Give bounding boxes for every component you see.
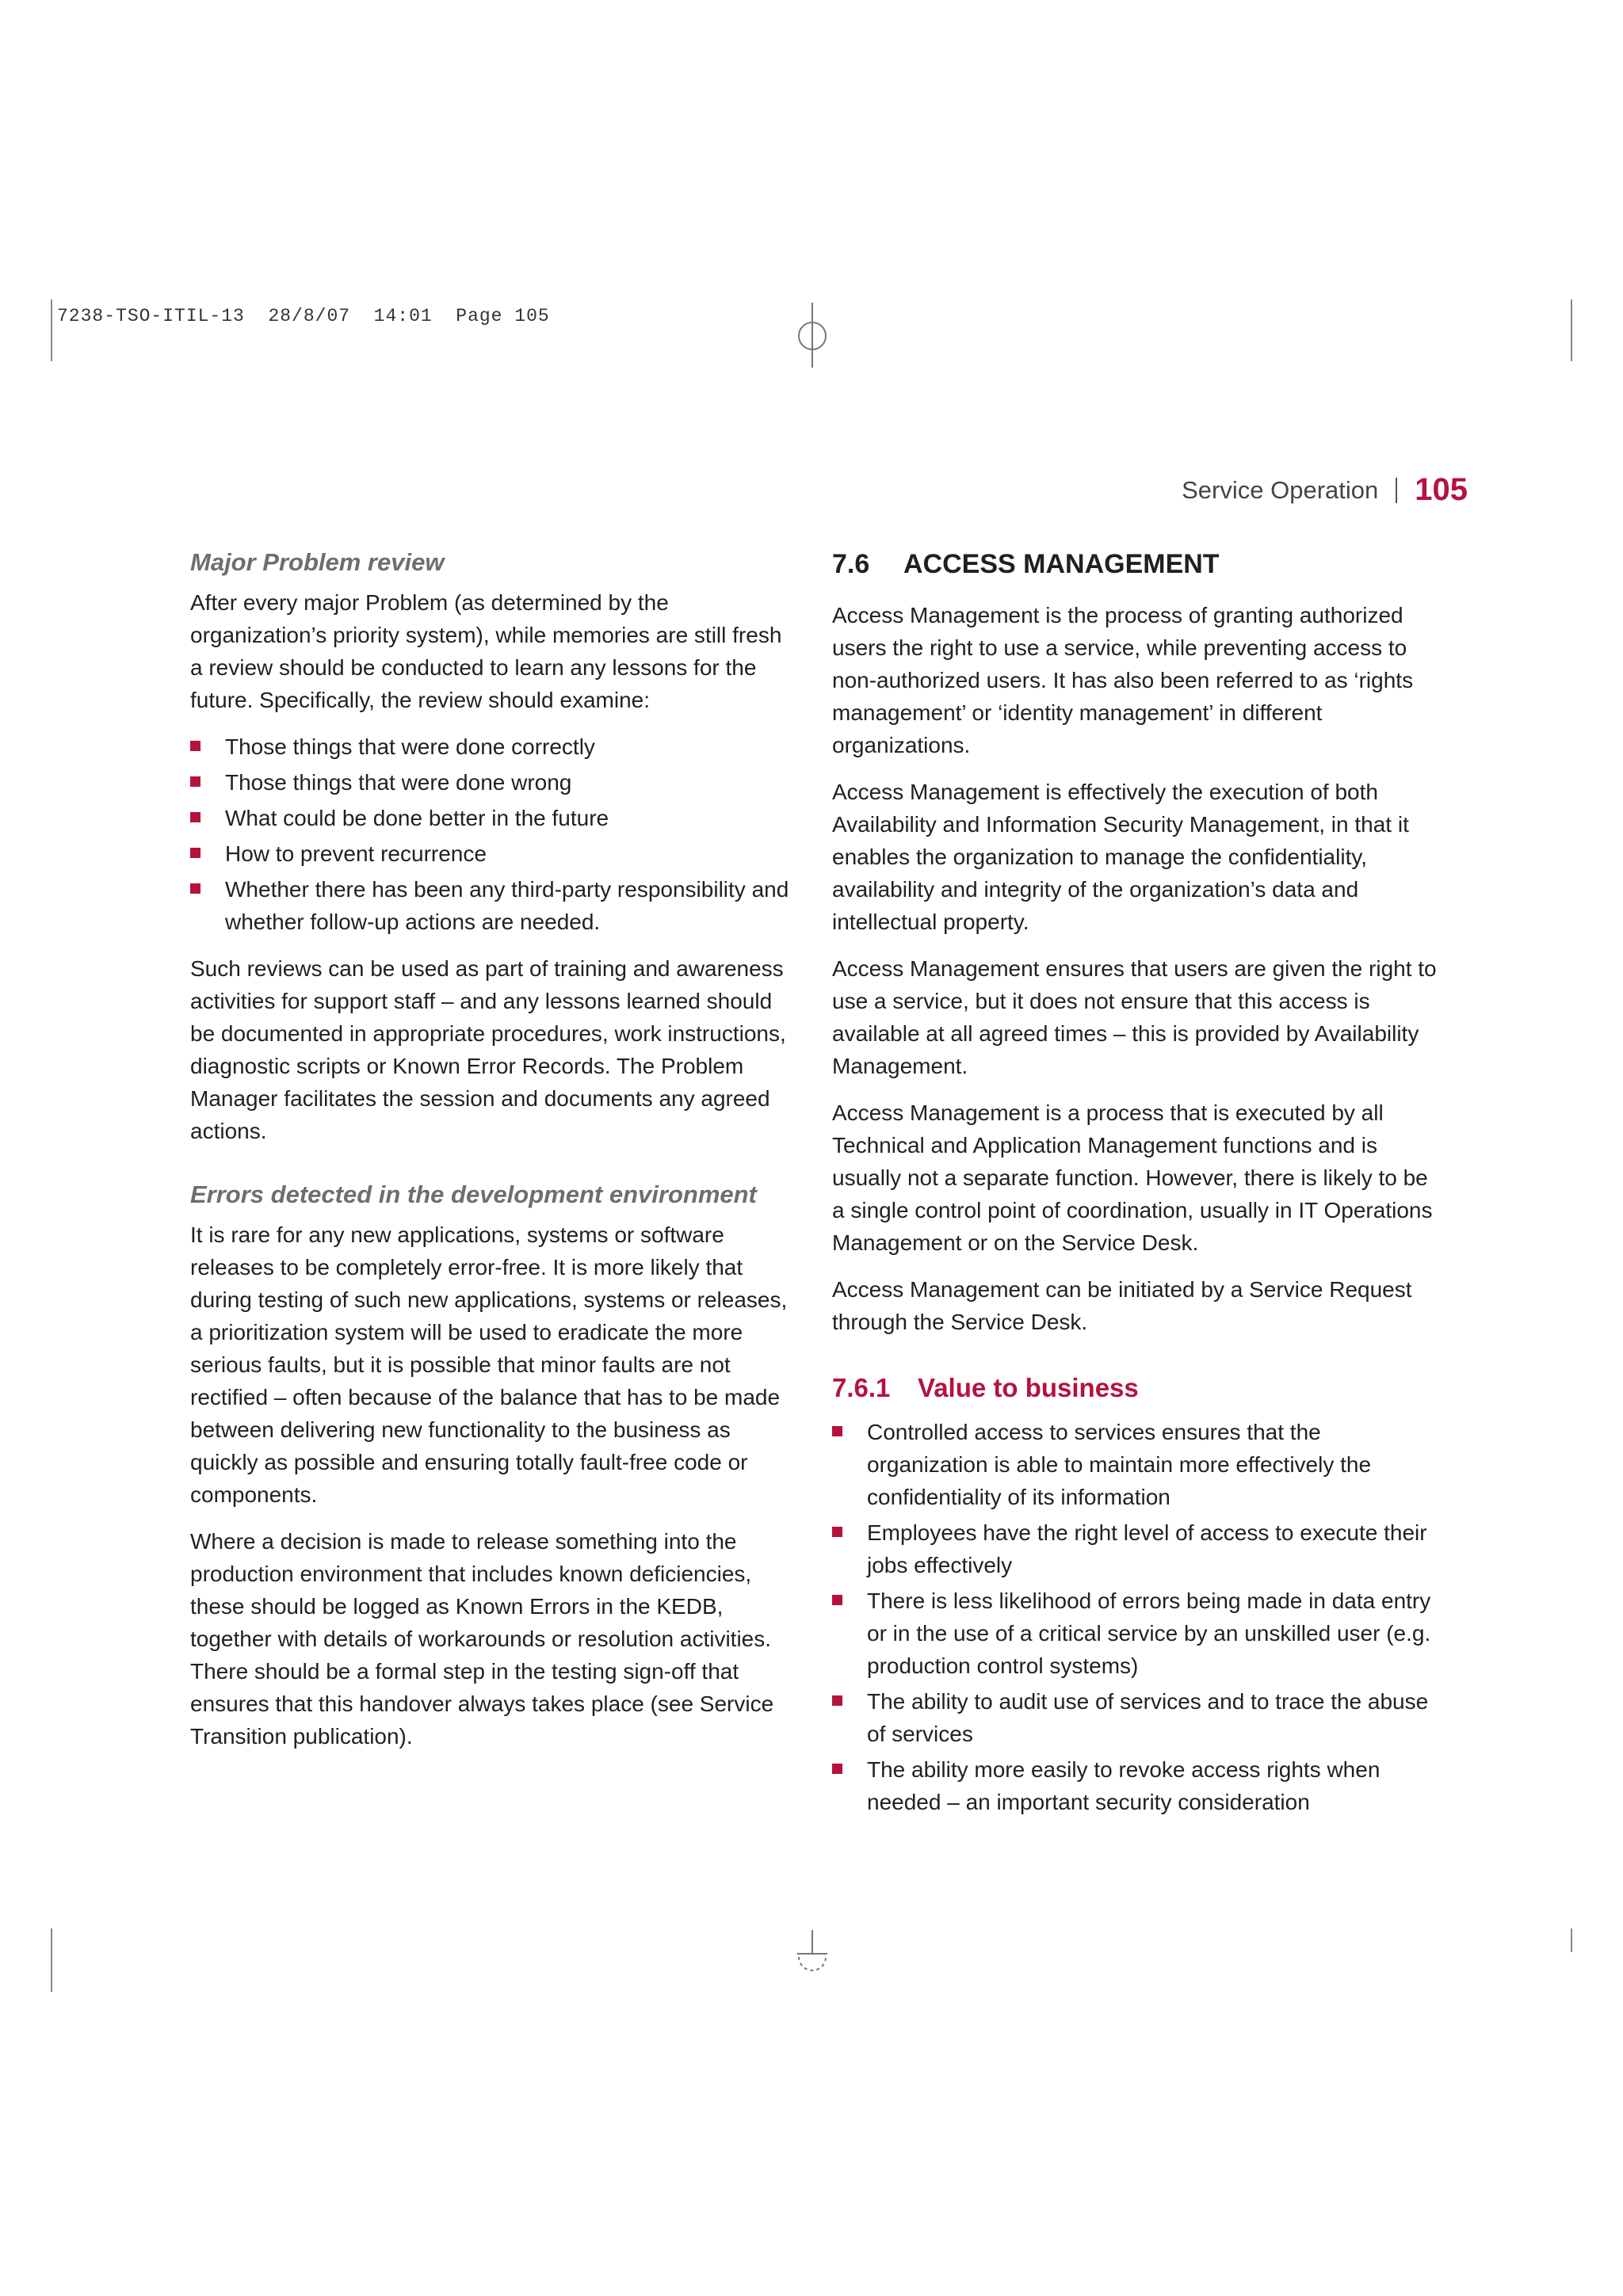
errors-dev-env-para-1: It is rare for any new applications, systems or software releases to be completely error-free. It is more likely that during testing of such new applications, systems or releases, a prioritization system will be used to eradicate the more serious faults, but it is possible that minor faults are not rectified – often because of the balance that has to be made between delivering new functionality to the business as quickly as possible and ensuring totally fault-free code or components. — [190, 1222, 788, 1507]
bullet-square-icon — [190, 812, 200, 822]
registration-mark-bottom — [794, 1930, 831, 1982]
bullet-square-icon — [832, 1595, 842, 1605]
crop-mark-bottom-left — [51, 1928, 52, 1992]
list-item: The ability to audit use of services and to trace the abuse of services — [832, 1685, 1442, 1750]
list-item: Employees have the right level of access to execute their jobs effectively — [832, 1516, 1442, 1581]
bullet-square-icon — [832, 1527, 842, 1537]
review-bullet-list — [190, 730, 792, 938]
list-item: Controlled access to services ensures that the organization is able to maintain more effectively the confidentiality of its information — [832, 1416, 1442, 1513]
errors-dev-env-para-2: Where a decision is made to release something into the production environment that includes known deficiencies, these should be logged as Known Errors in the KEDB, together with details of workarounds or resolution activities. There should be a formal step in the testing sign-off that ensures that this handover always takes place (see Service Transition publication). — [190, 1529, 774, 1749]
list-item: Those things that were done wrong — [190, 766, 792, 799]
access-mgmt-para-1: Access Management is the process of granting authorized users the right to use a service, while preventing access to non-authorized users. It has also been referred to as ‘rights management’ or ‘identity management’ in different organizations. — [832, 603, 1414, 757]
access-mgmt-para-2: Access Management is effectively the execution of both Availability and Information Security Management, in that it enables the organization to manage the confidentiality, availability and integrity of the organization’s data and intellectual property. — [832, 780, 1409, 934]
major-problem-review-heading: Major Problem review — [190, 548, 445, 576]
crop-mark-top-right — [1571, 299, 1572, 361]
section-heading-access-management — [832, 547, 1442, 582]
bullet-square-icon — [190, 848, 200, 858]
major-problem-review-closing: Such reviews can be used as part of training and awareness activities for support staff – and any lessons learned should be documented in appropriate procedures, work instructions, diagnostic scripts or Known Error Records. The Problem Manager facilitates the session and documents any agreed actions. — [190, 956, 786, 1143]
left-column — [190, 547, 792, 1767]
running-head — [1182, 472, 1468, 508]
major-problem-review-intro: After every major Problem (as determined by the organization’s priority system), while memories are still fresh a review should be conducted to learn any lessons for the future. Specifically, the review should examine: — [190, 590, 782, 712]
bullet-square-icon — [190, 776, 200, 787]
list-item: There is less likelihood of errors being made in data entry or in the use of a critical service by an unskilled user (e.g. production control systems) — [832, 1585, 1442, 1682]
running-head-divider — [1396, 478, 1397, 503]
bullet-square-icon — [832, 1426, 842, 1436]
value-bullet-list — [832, 1416, 1442, 1818]
page-number: 105 — [1415, 472, 1468, 507]
print-slug-line: 7238-TSO-ITIL-13 28/8/07 14:01 Page 105 — [57, 306, 550, 326]
registration-mark-top — [794, 303, 831, 368]
section-number: 7.6 — [832, 549, 870, 579]
subsection-number: 7.6.1 — [832, 1373, 891, 1402]
bullet-square-icon — [190, 741, 200, 751]
subsection-heading-value-to-business — [832, 1371, 1442, 1405]
access-mgmt-para-3: Access Management ensures that users are given the right to use a service, but it does not ensure that this access is available at all agreed times – this is provided by Availability Management. — [832, 956, 1437, 1078]
right-column — [832, 547, 1442, 1833]
list-item: The ability more easily to revoke access rights when needed – an important security consideration — [832, 1753, 1442, 1818]
list-item: What could be done better in the future — [190, 802, 792, 834]
running-head-title: Service Operation — [1182, 475, 1379, 504]
errors-dev-env-heading: Errors detected in the development environment — [190, 1180, 757, 1208]
list-item: Whether there has been any third-party responsibility and whether follow-up actions are needed. — [190, 873, 792, 938]
bullet-square-icon — [832, 1764, 842, 1774]
bullet-square-icon — [832, 1695, 842, 1706]
crop-mark-top-left — [51, 299, 52, 361]
access-mgmt-para-5: Access Management can be initiated by a Service Request through the Service Desk. — [832, 1277, 1412, 1334]
crop-mark-bottom-right — [1571, 1928, 1572, 1952]
list-item: Those things that were done correctly — [190, 730, 792, 763]
access-mgmt-para-4: Access Management is a process that is executed by all Technical and Application Management functions and is usually not a separate function. However, there is likely to be a single control point of coordination, usually in IT Operations Management or on the Service Desk. — [832, 1100, 1433, 1255]
bullet-square-icon — [190, 883, 200, 894]
subsection-title: Value to business — [918, 1373, 1139, 1402]
section-title: ACCESS MANAGEMENT — [903, 549, 1220, 579]
list-item: How to prevent recurrence — [190, 837, 792, 870]
